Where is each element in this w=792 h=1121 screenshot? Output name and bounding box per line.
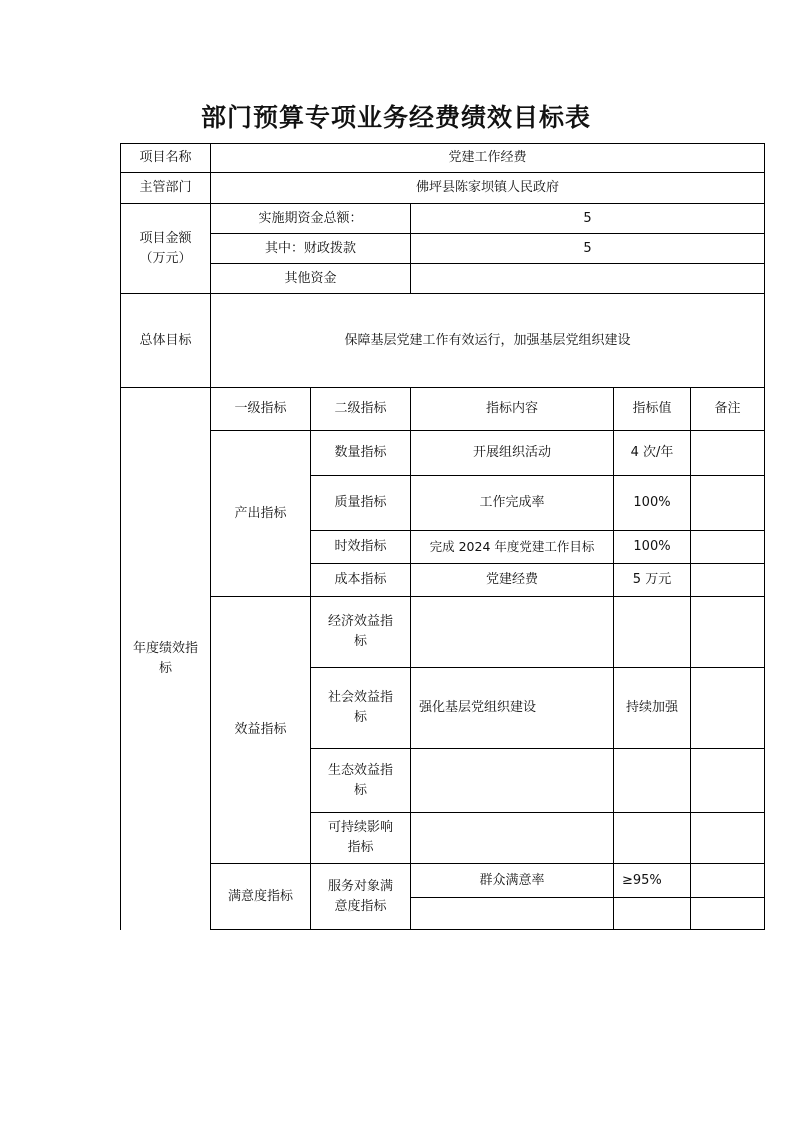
output-row-value: 4 次/年 bbox=[630, 445, 674, 460]
benefit-row-value: 持续加强 bbox=[625, 700, 678, 715]
benefit-row-value bbox=[614, 813, 690, 863]
amount-label: 项目金额 bbox=[139, 230, 192, 246]
benefit-row-note bbox=[691, 597, 764, 667]
benefit-row-note bbox=[691, 668, 764, 748]
benefit-row-name: 经济效益指标 bbox=[327, 614, 393, 649]
dept-label: 主管部门 bbox=[139, 180, 192, 195]
other-funds-label: 其他资金 bbox=[284, 270, 337, 286]
benefit-row-content: 强化基层党组织建设 bbox=[419, 700, 537, 715]
project-name-value: 党建工作经费 bbox=[448, 150, 527, 165]
benefit-indicator-label: 效益指标 bbox=[234, 722, 287, 737]
output-row-note bbox=[691, 476, 764, 530]
satisfaction-row-content bbox=[411, 898, 613, 929]
output-row-content: 开展组织活动 bbox=[472, 445, 551, 460]
output-row-content: 党建经费 bbox=[485, 572, 538, 587]
output-row-note bbox=[691, 431, 764, 475]
output-row-name: 数量指标 bbox=[334, 445, 387, 460]
output-row-name: 时效指标 bbox=[334, 539, 387, 554]
amount-label-cell bbox=[121, 204, 210, 293]
output-row-content: 完成 2024 年度党建工作目标 bbox=[429, 539, 595, 554]
output-row-content: 工作完成率 bbox=[479, 495, 545, 510]
header-level2: 二级指标 bbox=[334, 401, 387, 416]
output-row-value: 100% bbox=[633, 495, 671, 510]
finance-funds-label: 其中：财政拨款 bbox=[264, 240, 356, 256]
output-row-name: 成本指标 bbox=[334, 572, 387, 587]
output-row-value: 5 万元 bbox=[632, 572, 672, 587]
dept-value: 佛坪县陈家坝镇人民政府 bbox=[415, 180, 559, 195]
satisfaction-row-name: 服务对象满意度指标 bbox=[327, 878, 393, 914]
amount-unit: （万元） bbox=[139, 250, 192, 266]
satisfaction-row-value bbox=[614, 898, 690, 929]
page-title: 部门预算专项业务经费绩效目标表 bbox=[200, 103, 591, 132]
total-funds-value: 5 bbox=[583, 210, 592, 226]
benefit-row-name: 生态效益指标 bbox=[327, 762, 393, 798]
satisfaction-row-value: ≥95% bbox=[622, 872, 662, 888]
benefit-row-note bbox=[691, 749, 764, 812]
benefit-row-note bbox=[691, 813, 764, 863]
header-note: 备注 bbox=[714, 401, 741, 416]
output-row-name: 质量指标 bbox=[334, 495, 387, 510]
header-content: 指标内容 bbox=[485, 401, 538, 416]
benefit-row-name: 社会效益指标 bbox=[327, 690, 393, 725]
satisfaction-row-note bbox=[691, 864, 764, 897]
satisfaction-row-note bbox=[691, 898, 764, 929]
output-indicator-label: 产出指标 bbox=[234, 505, 287, 521]
benefit-row-content bbox=[411, 813, 613, 863]
goal-value: 保障基层党建工作有效运行，加强基层党组织建设 bbox=[344, 332, 631, 348]
satisfaction-indicator-label: 满意度指标 bbox=[227, 888, 293, 904]
output-row-note bbox=[691, 564, 764, 596]
benefit-row-value bbox=[614, 749, 690, 812]
benefit-row-value bbox=[614, 597, 690, 667]
benefit-row-content bbox=[411, 597, 613, 667]
header-value: 指标值 bbox=[632, 401, 672, 416]
header-level1: 一级指标 bbox=[234, 401, 287, 416]
goal-label: 总体目标 bbox=[139, 332, 192, 348]
project-name-label: 项目名称 bbox=[139, 150, 192, 165]
output-row-value: 100% bbox=[633, 539, 671, 554]
indicators-section-label: 年度绩效指标 bbox=[132, 640, 198, 676]
benefit-row-name: 可持续影响指标 bbox=[327, 820, 393, 855]
other-funds-value bbox=[411, 264, 764, 293]
total-funds-label: 实施期资金总额： bbox=[258, 210, 363, 226]
benefit-row-content bbox=[411, 749, 613, 812]
output-row-note bbox=[691, 531, 764, 563]
satisfaction-row-content: 群众满意率 bbox=[479, 872, 545, 888]
finance-funds-value: 5 bbox=[583, 240, 592, 256]
